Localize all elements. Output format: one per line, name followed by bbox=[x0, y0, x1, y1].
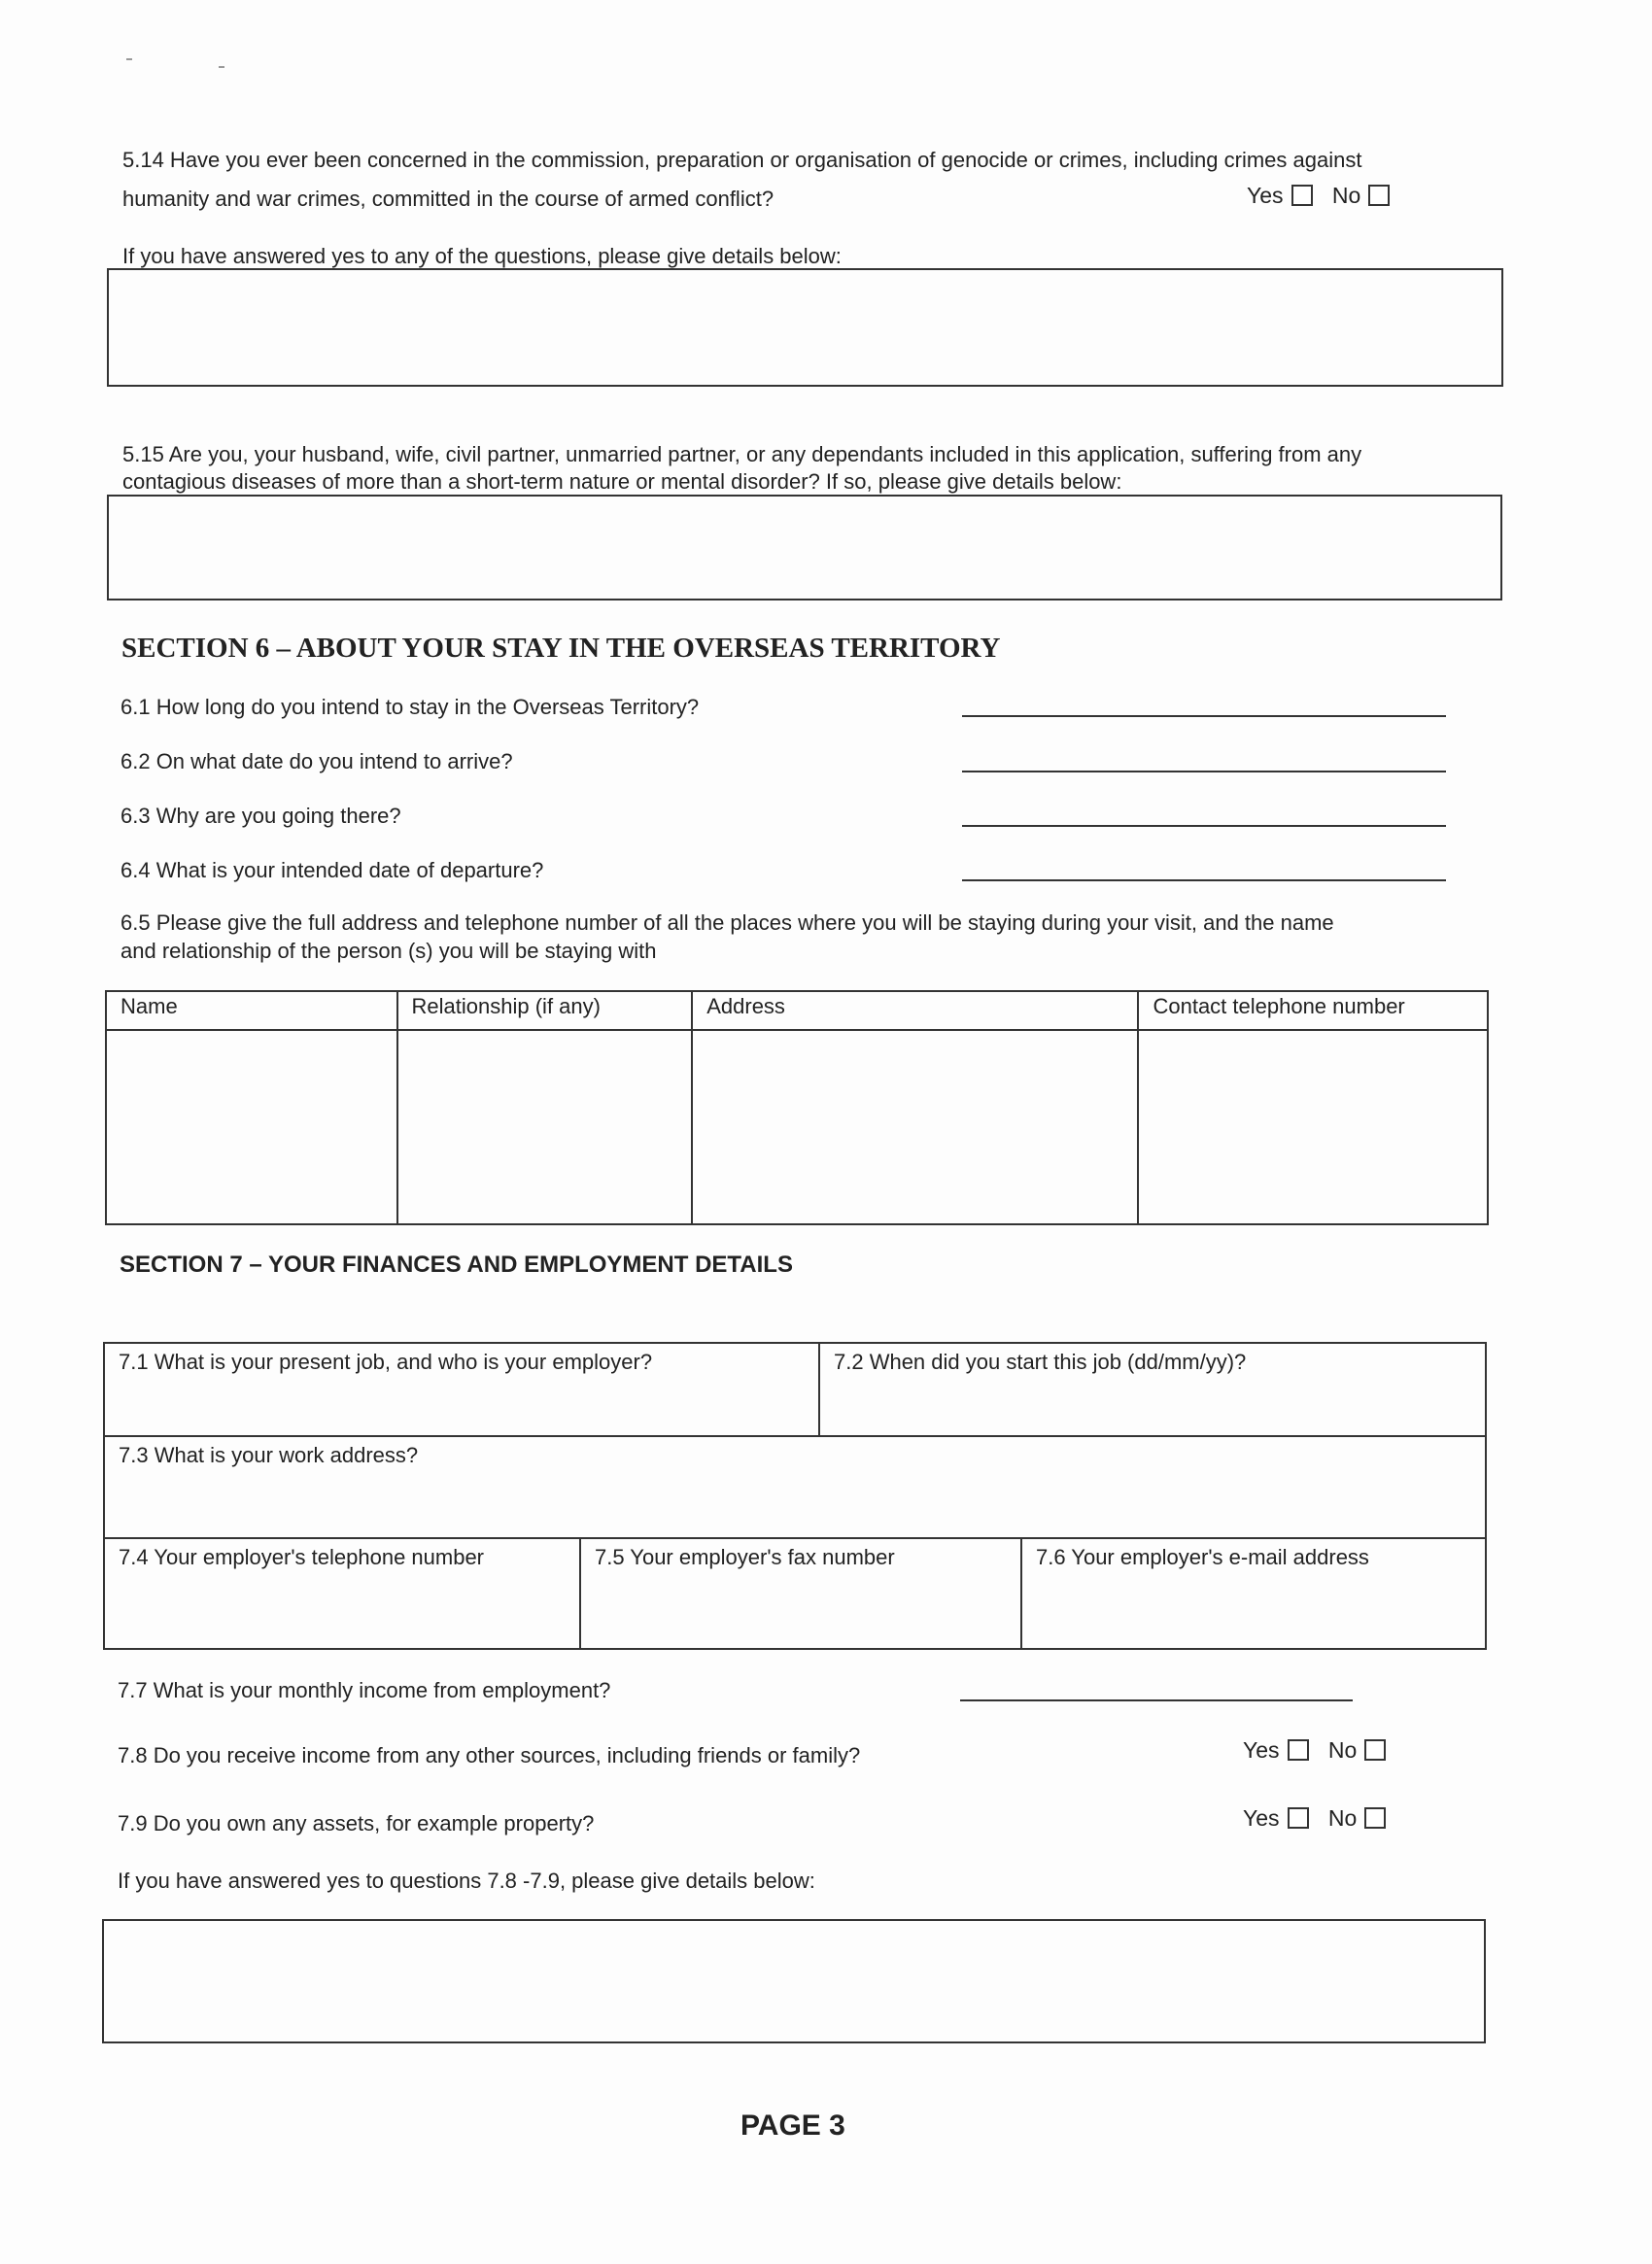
table-header-contact-telephone: Contact telephone number bbox=[1138, 991, 1488, 1030]
question-5-14-yes-checkbox[interactable] bbox=[1291, 185, 1313, 206]
label-7-6: 7.6 Your employer's e-mail address bbox=[1036, 1545, 1369, 1569]
yes-label: Yes bbox=[1243, 1737, 1280, 1763]
table-header-address: Address bbox=[692, 991, 1138, 1030]
accommodation-table bbox=[105, 990, 1489, 1225]
question-7-8-yes-no bbox=[1243, 1737, 1386, 1764]
name-cell[interactable] bbox=[106, 1030, 397, 1224]
details-box-5-15[interactable] bbox=[107, 495, 1502, 600]
details-box-7-8-7-9[interactable] bbox=[102, 1919, 1486, 2043]
question-6-4: 6.4 What is your intended date of departure? bbox=[120, 858, 544, 882]
field-7-6-employer-email[interactable] bbox=[1020, 1537, 1487, 1650]
label-7-4: 7.4 Your employer's telephone number bbox=[119, 1545, 485, 1569]
label-7-2: 7.2 When did you start this job (dd/mm/yy)? bbox=[834, 1350, 1247, 1374]
contact-telephone-cell[interactable] bbox=[1138, 1030, 1488, 1224]
details-box-5-14[interactable] bbox=[107, 268, 1503, 387]
question-7-8-yes-checkbox[interactable] bbox=[1288, 1739, 1309, 1761]
page-number: PAGE 3 bbox=[740, 2110, 845, 2142]
details-prompt-section-5: If you have answered yes to any of the questions, please give details below: bbox=[122, 244, 842, 268]
no-label: No bbox=[1327, 1805, 1358, 1831]
question-7-9-yes-no bbox=[1243, 1805, 1386, 1832]
table-header-name: Name bbox=[106, 991, 397, 1030]
question-6-3: 6.3 Why are you going there? bbox=[120, 804, 401, 828]
field-7-4-employer-telephone[interactable] bbox=[103, 1537, 581, 1650]
field-7-1-present-job[interactable] bbox=[103, 1342, 820, 1437]
field-7-5-employer-fax[interactable] bbox=[579, 1537, 1022, 1650]
question-5-14-line1: 5.14 Have you ever been concerned in the commission, preparation or organisation of genocide or crimes, including crimes against bbox=[122, 148, 1362, 172]
question-5-14-no-checkbox[interactable] bbox=[1368, 185, 1390, 206]
section-7-heading: SECTION 7 – YOUR FINANCES AND EMPLOYMENT DETAILS bbox=[120, 1252, 793, 1278]
field-7-2-job-start-date[interactable] bbox=[818, 1342, 1487, 1437]
question-7-8: 7.8 Do you receive income from any other sources, including friends or family? bbox=[118, 1743, 861, 1767]
question-5-15-line2: contagious diseases of more than a short-term nature or mental disorder? If so, please give details below: bbox=[122, 469, 1122, 494]
yes-label: Yes bbox=[1247, 183, 1284, 208]
field-7-3-work-address[interactable] bbox=[103, 1435, 1487, 1539]
label-7-1: 7.1 What is your present job, and who is your employer? bbox=[119, 1350, 653, 1374]
table-header-relationship: Relationship (if any) bbox=[397, 991, 693, 1030]
question-7-7: 7.7 What is your monthly income from employment? bbox=[118, 1678, 611, 1702]
answer-line-7-7[interactable] bbox=[960, 1699, 1353, 1701]
question-6-5-line1: 6.5 Please give the full address and telephone number of all the places where you will be staying during your visit, and the name bbox=[120, 910, 1334, 935]
no-label: No bbox=[1327, 1737, 1358, 1763]
question-7-9-yes-checkbox[interactable] bbox=[1288, 1807, 1309, 1829]
question-7-8-no-checkbox[interactable] bbox=[1364, 1739, 1386, 1761]
answer-line-6-1[interactable] bbox=[962, 715, 1446, 717]
label-7-5: 7.5 Your employer's fax number bbox=[595, 1545, 895, 1569]
scan-mark bbox=[126, 58, 132, 60]
question-5-15-line1: 5.15 Are you, your husband, wife, civil partner, unmarried partner, or any dependants included in this application, suffering from any bbox=[122, 442, 1362, 466]
section-6-heading: SECTION 6 – ABOUT YOUR STAY IN THE OVERSEAS TERRITORY bbox=[121, 633, 1001, 664]
question-7-9-no-checkbox[interactable] bbox=[1364, 1807, 1386, 1829]
question-6-5-line2: and relationship of the person (s) you will be staying with bbox=[120, 939, 657, 963]
question-6-2: 6.2 On what date do you intend to arrive? bbox=[120, 749, 513, 773]
yes-label: Yes bbox=[1243, 1805, 1280, 1831]
relationship-cell[interactable] bbox=[397, 1030, 693, 1224]
answer-line-6-3[interactable] bbox=[962, 825, 1446, 827]
question-5-14-line2: humanity and war crimes, committed in the course of armed conflict? bbox=[122, 187, 774, 211]
question-5-14-yes-no bbox=[1247, 183, 1390, 209]
answer-line-6-2[interactable] bbox=[962, 771, 1446, 772]
answer-line-6-4[interactable] bbox=[962, 879, 1446, 881]
details-prompt-section-7: If you have answered yes to questions 7.8 -7.9, please give details below: bbox=[118, 1869, 815, 1893]
question-7-9: 7.9 Do you own any assets, for example property? bbox=[118, 1811, 595, 1835]
question-6-1: 6.1 How long do you intend to stay in the Overseas Territory? bbox=[120, 695, 700, 719]
address-cell[interactable] bbox=[692, 1030, 1138, 1224]
scan-mark bbox=[219, 66, 224, 68]
no-label: No bbox=[1331, 183, 1361, 208]
label-7-3: 7.3 What is your work address? bbox=[119, 1443, 419, 1467]
